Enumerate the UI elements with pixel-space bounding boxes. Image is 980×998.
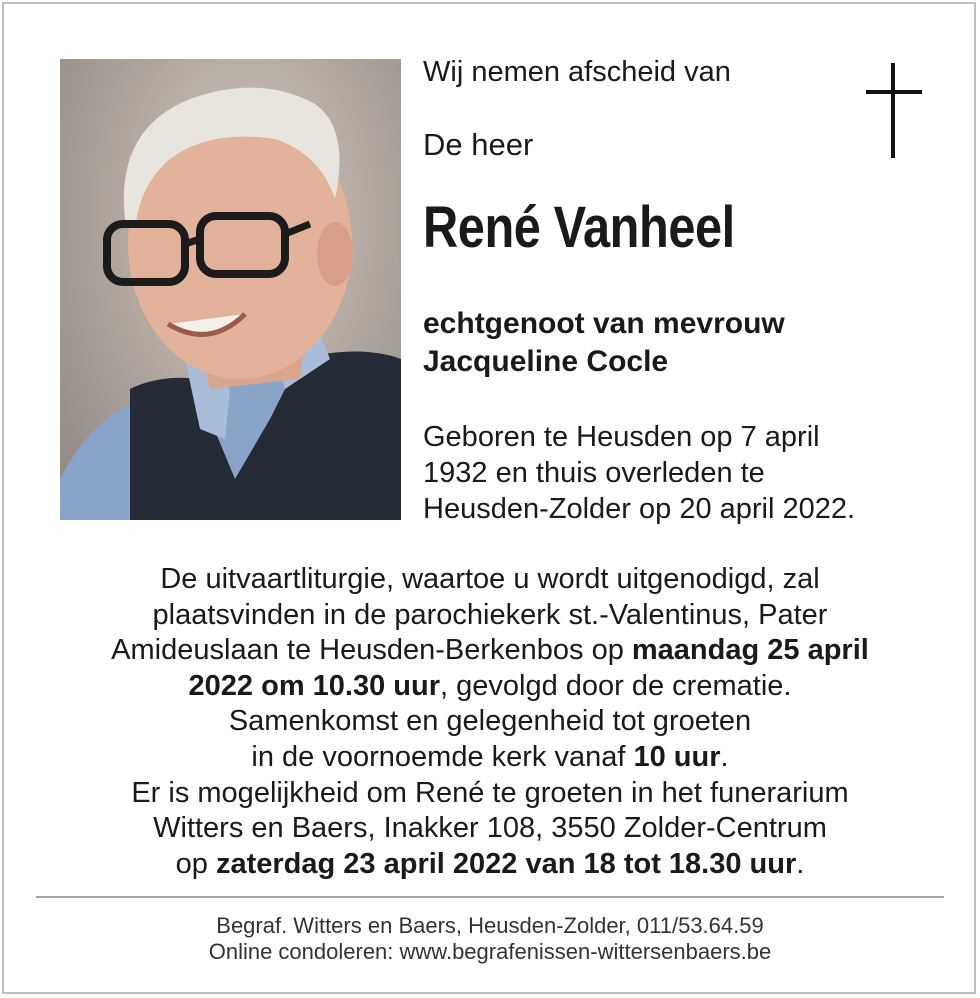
ceremony-text: . [796,847,805,880]
ceremony-time-emphasis: 2022 om 10.30 uur [188,669,441,702]
online-condolence-link[interactable]: Online condoleren: www.begrafenissen-wittersenbaers.be [208,939,772,964]
ceremony-block [40,562,940,882]
ceremony-line [40,633,940,669]
spouse-line-1: echtgenoot van mevrouw [423,307,785,340]
ceremony-line: De uitvaartliturgie, waartoe u wordt uitgenodigd, zal [160,563,820,595]
ceremony-text: , gevolgd door de crematie. [440,669,792,702]
bio-block [423,419,855,527]
ceremony-line: plaatsvinden in de parochiekerk st.-Valentinus, Pater [152,598,828,631]
honorific-title: De heer [423,127,534,162]
ceremony-text: . [720,740,729,773]
deceased-name: René Vanheel [423,195,735,260]
ceremony-line [40,669,940,705]
ceremony-line: Samenkomst en gelegenheid tot groeten [228,705,752,738]
gathering-time-emphasis: 10 uur [633,740,721,773]
divider [36,896,944,898]
ceremony-text: Amideuslaan te Heusden-Berkenbos op [111,634,632,667]
footer [40,913,940,965]
spouse-line-2: Jacqueline Cocle [423,345,669,378]
visitation-time-emphasis: zaterdag 23 april 2022 van 18 tot 18.30 uur [215,847,797,880]
portrait-photo [60,59,401,520]
intro-text: Wij nemen afscheid van [423,56,731,88]
ceremony-line [40,740,940,776]
spouse-block [423,305,785,381]
ceremony-text: in de voornoemde kerk vanaf [251,740,634,773]
ceremony-line [40,847,940,883]
funeral-home-contact: Begraf. Witters en Baers, Heusden-Zolder, 011/53.64.59 [216,913,764,938]
ceremony-line: Witters en Baers, Inakker 108, 3550 Zolder-Centrum [153,812,827,845]
bio-line-1: Geboren te Heusden op 7 april [423,421,820,453]
bio-line-2: 1932 en thuis overleden te [423,457,765,489]
cross-icon [866,63,922,158]
ceremony-date-emphasis: maandag 25 april [631,634,869,667]
ceremony-line: Er is mogelijkheid om René te groeten in het funerarium [131,776,849,809]
bio-line-3: Heusden-Zolder op 20 april 2022. [423,493,856,525]
ceremony-text: op [175,847,216,880]
